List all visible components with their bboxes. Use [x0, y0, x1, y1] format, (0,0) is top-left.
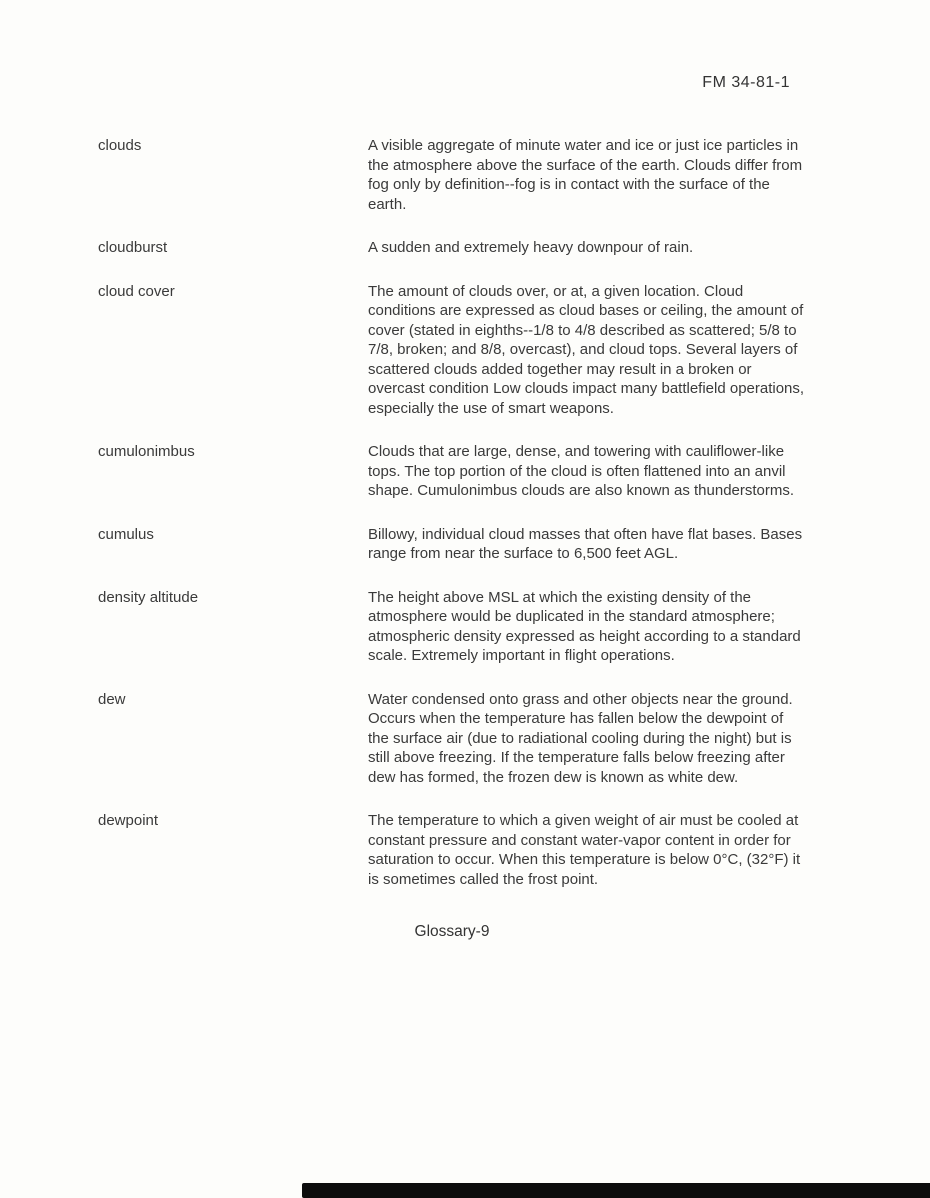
scan-artifact-bar [302, 1183, 930, 1198]
glossary-definition: The temperature to which a given weight of air must be cooled at constant pressure and constant water-vapor content in order for saturation to occur. When this temperature is below 0°C, (32°F) it is sometimes called the frost point. [368, 812, 801, 888]
glossary-entry [98, 238, 806, 258]
glossary-entry [98, 525, 806, 564]
glossary-term: density altitude [98, 588, 199, 606]
glossary-definition: The height above MSL at which the existing density of the atmosphere would be duplicated in the standard atmosphere; atmospheric density expressed as height according to a standard scale. Extremely important in flight operations. [368, 588, 801, 664]
glossary-entry [98, 282, 806, 419]
glossary-term: cloud cover [98, 282, 175, 300]
glossary-definition: The amount of clouds over, or at, a given location. Cloud conditions are expressed as cloud bases or ceiling, the amount of cover (stated in eighths--1/8 to 4/8 described as scattered; 5/8 to 7/8, broken; and 8/8, overcast), and cloud tops. Several layers of scattered clouds added together may result in a broken or overcast condition Low clouds impact many battlefield operations, especially the use of smart weapons. [368, 282, 805, 417]
glossary-definition: Water condensed onto grass and other objects near the ground. Occurs when the temperature has fallen below the dewpoint of the surface air (due to radiational cooling during the night) but is still above freezing. If the temperature falls below freezing after dew has formed, the frozen dew is known as white dew. [368, 690, 793, 786]
glossary-definition: Clouds that are large, dense, and towering with cauliflower-like tops. The top portion of the cloud is often flattened into an anvil shape. Cumulonimbus clouds are also known as thunderstorms. [368, 443, 795, 499]
page-footer: Glossary-9 [414, 923, 490, 940]
glossary-definition: A sudden and extremely heavy downpour of rain. [368, 239, 694, 256]
glossary-entry [98, 811, 806, 889]
glossary-definition: Billowy, individual cloud masses that often have flat bases. Bases range from near the surface to 6,500 feet AGL. [368, 525, 803, 562]
glossary-content [98, 136, 806, 941]
glossary-entry [98, 442, 806, 501]
document-id-header: FM 34-81-1 [702, 74, 790, 91]
glossary-term: cumulonimbus [98, 443, 195, 460]
glossary-term: cumulus [98, 525, 154, 543]
glossary-term: dew [98, 690, 126, 708]
glossary-entry [98, 136, 806, 214]
glossary-term: clouds [98, 137, 142, 154]
glossary-term: dewpoint [98, 812, 159, 829]
glossary-term: cloudburst [98, 239, 168, 256]
glossary-entry [98, 588, 806, 666]
glossary-definition: A visible aggregate of minute water and ice or just ice particles in the atmosphere above the surface of the earth. Clouds differ from fog only by definition--fog is in contact with the surface of the earth. [368, 137, 803, 213]
glossary-entry [98, 690, 806, 788]
